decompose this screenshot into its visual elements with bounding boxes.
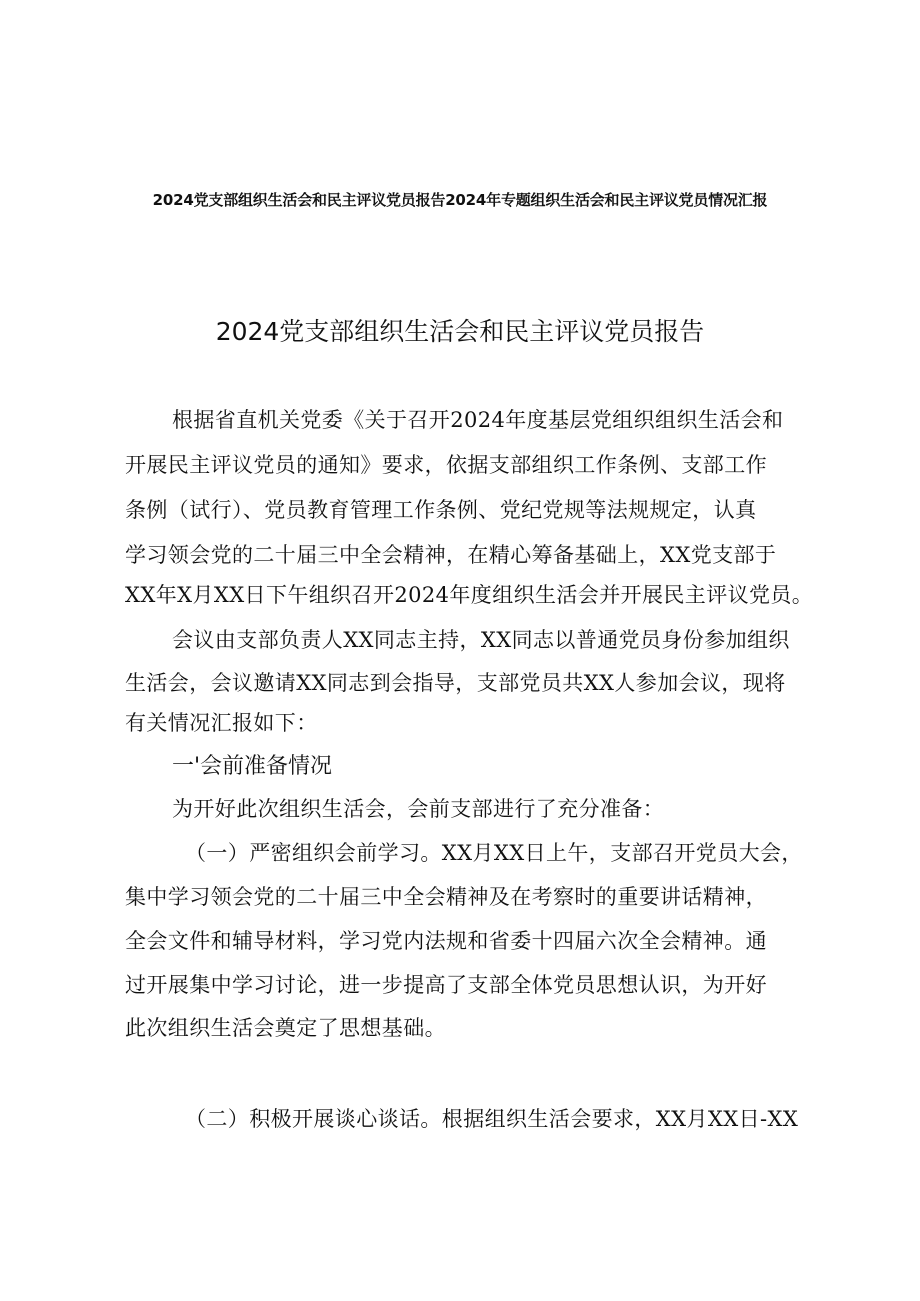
- paragraph-line: 根据省直机关党委《关于召开2024年度基层党组织组织生活会和: [172, 408, 784, 432]
- paragraph-line: 此次组织生活会奠定了思想基础。: [125, 1016, 446, 1040]
- document-title: 2024党支部组织生活会和民主评议党员报告: [215, 317, 705, 346]
- paragraph-line: 有关情况汇报如下：: [125, 711, 318, 735]
- paragraph-line: 学习领会党的二十届三中全会精神，在精心筹备基础上，XX党支部于: [125, 543, 777, 567]
- paragraph-line: 条例（试行）、党员教育管理工作条例、党纪党规等法规规定，认真: [125, 498, 757, 522]
- paragraph-line: 会议由支部负责人XX同志主持，XX同志以普通党员身份参加组织: [172, 628, 790, 652]
- paragraph-line: 生活会，会议邀请XX同志到会指导，支部党员共XX人参加会议，现将: [125, 671, 786, 695]
- paragraph-line: 全会文件和辅导材料，学习党内法规和省委十四届六次全会精神。通: [125, 929, 767, 953]
- paragraph-line: XX年X月XX日下午组织召开2024年度组织生活会并开展民主评议党员。: [125, 583, 814, 607]
- paragraph-line: 集中学习领会党的二十届三中全会精神及在考察时的重要讲话精神，: [125, 885, 767, 909]
- document-header: 2024党支部组织生活会和民主评议党员报告2024年专题组织生活会和民主评议党员情况汇报: [152, 191, 768, 209]
- paragraph-line: （一）严密组织会前学习。XX月XX日上午，支部召开党员大会，: [185, 841, 803, 865]
- paragraph-line: （二）积极开展谈心谈话。根据组织生活会要求，XX月XX日-XX: [185, 1107, 799, 1131]
- paragraph-line: 开展民主评议党员的通知》要求，依据支部组织工作条例、支部工作: [125, 453, 767, 477]
- paragraph-line: 为开好此次组织生活会，会前支部进行了充分准备：: [172, 797, 665, 821]
- section-heading: 一'会前准备情况: [172, 754, 333, 779]
- paragraph-line: 过开展集中学习讨论，进一步提高了支部全体党员思想认识，为开好: [125, 973, 767, 997]
